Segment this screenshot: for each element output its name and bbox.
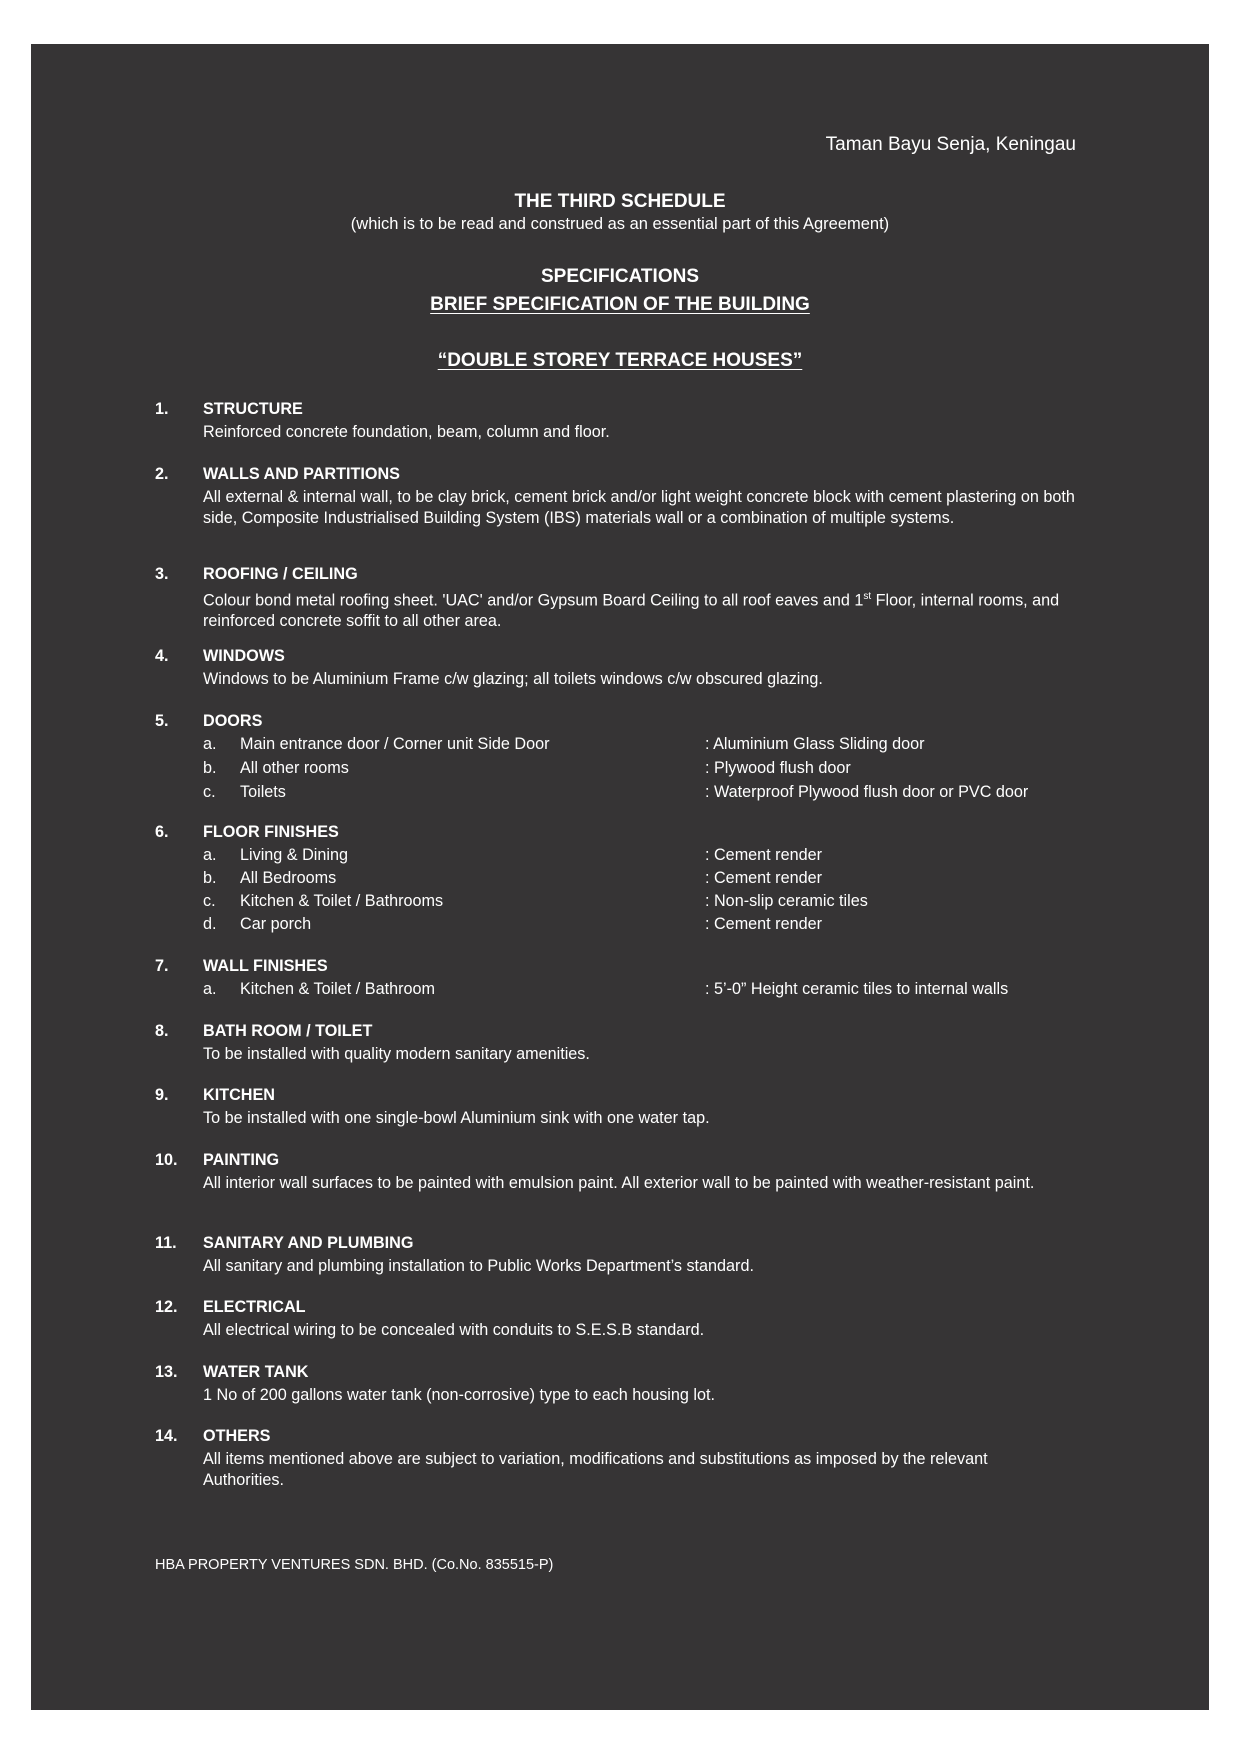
- schedule-title: THE THIRD SCHEDULE: [514, 191, 726, 212]
- item-body: To be installed with quality modern sanitary amenities.: [203, 1045, 590, 1063]
- item-heading: WALL FINISHES: [203, 957, 328, 975]
- spec-title: SPECIFICATIONS: [541, 266, 699, 287]
- item-number: 12.: [155, 1298, 178, 1316]
- item-body: Reinforced concrete foundation, beam, column and floor.: [203, 423, 610, 441]
- item-heading: WALLS AND PARTITIONS: [203, 465, 400, 483]
- item-body: All items mentioned above are subject to variation, modifications and substitutions as imposed by the relevant Authorities.: [203, 1450, 988, 1489]
- item-number: 4.: [155, 647, 169, 665]
- item-number: 7.: [155, 957, 169, 975]
- sub-item: a. Living & Dining : Cement render: [203, 846, 822, 864]
- item-number: 10.: [155, 1151, 178, 1169]
- item-heading: ELECTRICAL: [203, 1298, 306, 1316]
- item-number: 11.: [155, 1234, 177, 1252]
- sub-item: c. Toilets : Waterproof Plywood flush door or PVC door: [203, 783, 1029, 801]
- item-number: 13.: [155, 1363, 178, 1381]
- item-number: 2.: [155, 465, 169, 483]
- item-heading: SANITARY AND PLUMBING: [203, 1234, 414, 1252]
- spec-subtitle: BRIEF SPECIFICATION OF THE BUILDING: [430, 294, 810, 315]
- item-body: Colour bond metal roofing sheet. 'UAC' and/or Gypsum Board Ceiling to all roof eaves and 1st Floor, internal rooms, and reinforced concrete soffit to all other area.: [203, 591, 1060, 630]
- sub-item: b. All Bedrooms : Cement render: [203, 869, 822, 887]
- item-number: 8.: [155, 1022, 169, 1040]
- schedule-subtitle: (which is to be read and construed as an essential part of this Agreement): [350, 215, 890, 233]
- house-type: “DOUBLE STOREY TERRACE HOUSES”: [437, 350, 803, 371]
- item-body: All sanitary and plumbing installation to Public Works Department’s standard.: [203, 1257, 754, 1275]
- project-name: Taman Bayu Senja, Keningau: [825, 134, 1076, 155]
- item-body: To be installed with one single-bowl Aluminium sink with one water tap.: [203, 1109, 710, 1127]
- sub-item: c. Kitchen & Toilet / Bathrooms : Non-slip ceramic tiles: [203, 892, 868, 910]
- item-number: 3.: [155, 565, 169, 583]
- item-body: 1 No of 200 gallons water tank (non-corrosive) type to each housing lot.: [203, 1386, 715, 1404]
- item-heading: KITCHEN: [203, 1086, 275, 1104]
- item-heading: BATH ROOM / TOILET: [203, 1022, 373, 1040]
- item-number: 1.: [155, 400, 169, 418]
- item-heading: WINDOWS: [203, 647, 285, 665]
- item-heading: PAINTING: [203, 1151, 280, 1169]
- item-heading: FLOOR FINISHES: [203, 823, 339, 841]
- item-body: Windows to be Aluminium Frame c/w glazing; all toilets windows c/w obscured glazing.: [203, 670, 823, 688]
- item-heading: ROOFING / CEILING: [203, 565, 358, 583]
- company-footer: HBA PROPERTY VENTURES SDN. BHD. (Co.No. 835515-P): [155, 1557, 554, 1573]
- document-page: [31, 44, 1209, 1710]
- item-body: All interior wall surfaces to be painted with emulsion paint. All exterior wall to be painted with weather-resistant paint.: [203, 1174, 1035, 1192]
- item-number: 5.: [155, 712, 169, 730]
- item-heading: DOORS: [203, 712, 263, 730]
- item-body: All electrical wiring to be concealed with conduits to S.E.S.B standard.: [203, 1321, 705, 1339]
- item-number: 6.: [155, 823, 169, 841]
- sub-item: a. Kitchen & Toilet / Bathroom : 5’-0” Height ceramic tiles to internal walls: [203, 980, 1009, 998]
- item-heading: STRUCTURE: [203, 400, 303, 418]
- item-heading: WATER TANK: [203, 1363, 309, 1381]
- item-number: 9.: [155, 1086, 169, 1104]
- sub-item: d. Car porch : Cement render: [203, 915, 822, 933]
- sub-item: b. All other rooms : Plywood flush door: [203, 759, 851, 777]
- item-body: All external & internal wall, to be clay brick, cement brick and/or light weight concrete block with cement plastering on both side, Composite Industrialised Building System (IBS) materials wall or a combination of multiple systems.: [203, 488, 1075, 527]
- item-number: 14.: [155, 1427, 178, 1445]
- sub-item: a. Main entrance door / Corner unit Side Door : Aluminium Glass Sliding door: [203, 735, 925, 753]
- item-heading: OTHERS: [203, 1427, 271, 1445]
